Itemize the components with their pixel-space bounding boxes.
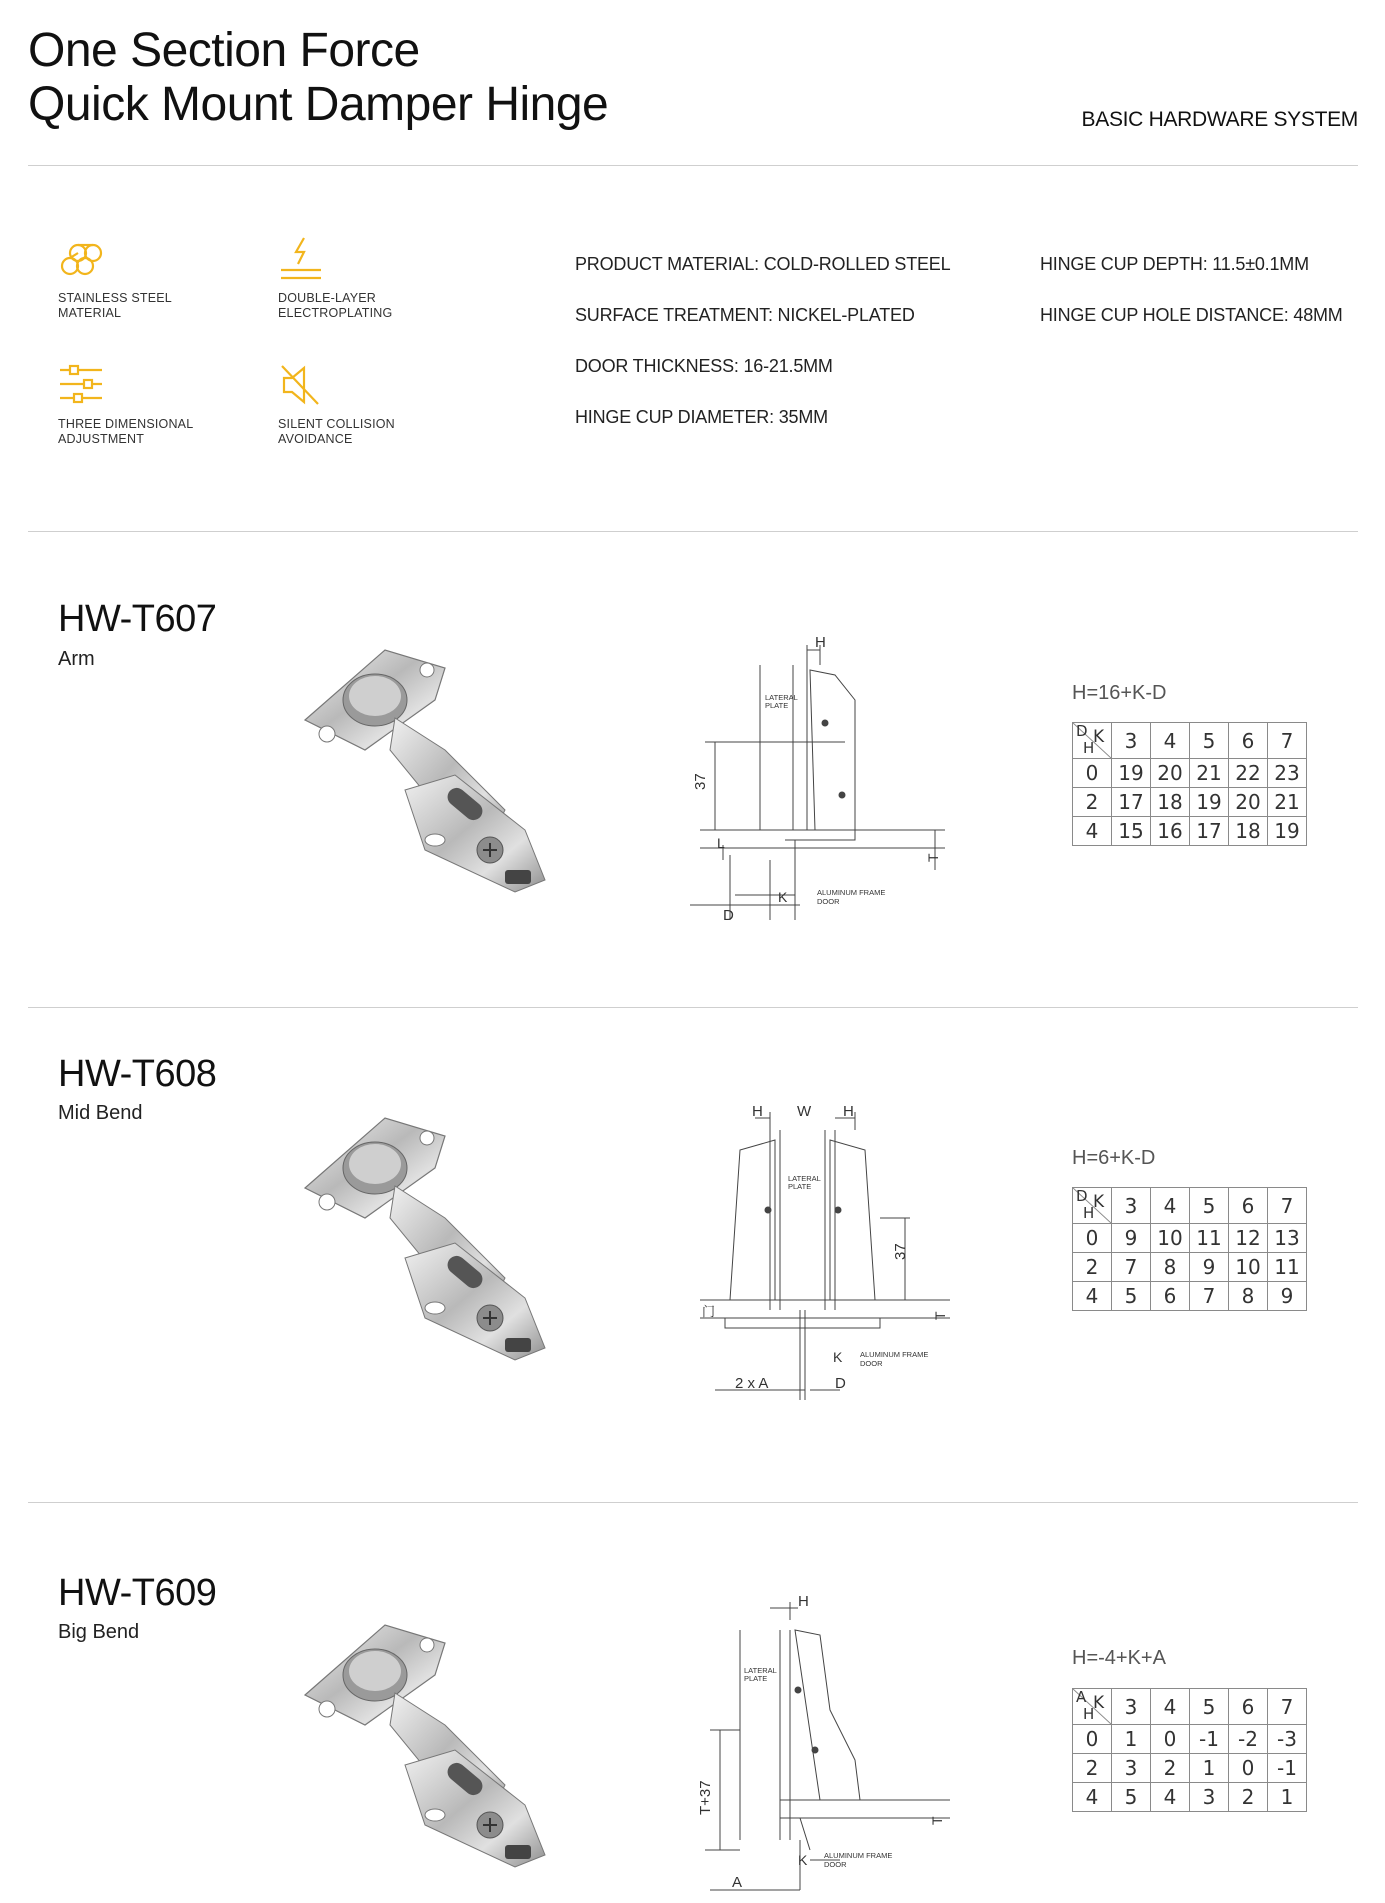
dim-label-t: T (925, 853, 941, 862)
title-line-1: One Section Force (28, 24, 420, 77)
table-row (1073, 1253, 1307, 1282)
table-cell: 16 (1151, 817, 1190, 846)
k-header: 3 (1112, 1188, 1151, 1224)
dim-label-h: H (843, 1103, 854, 1120)
h-value: 2 (1073, 1253, 1112, 1282)
table-row (1073, 1282, 1307, 1311)
dim-label-2a: 2 x A (735, 1375, 769, 1392)
table-corner-cell (1073, 723, 1112, 759)
table-cell: 17 (1112, 788, 1151, 817)
table-cell: 12 (1229, 1224, 1268, 1253)
k-header: 4 (1151, 723, 1190, 759)
model-type: Arm (58, 648, 95, 670)
diagram-door-label: DOOR (860, 1359, 883, 1368)
table-cell: 2 (1229, 1783, 1268, 1812)
table-cell: 6 (1151, 1282, 1190, 1311)
formula: H=-4+K+A (1072, 1647, 1166, 1669)
table-cell: 10 (1229, 1253, 1268, 1282)
k-header: 6 (1229, 1689, 1268, 1725)
electroplating-icon (278, 236, 324, 282)
adjustment-table (1072, 1688, 1307, 1812)
adjustment-table (1072, 722, 1307, 846)
table-cell: 15 (1112, 817, 1151, 846)
section-divider (28, 1007, 1358, 1008)
h-value: 0 (1073, 1224, 1112, 1253)
table-cell: 4 (1151, 1783, 1190, 1812)
table-cell: 19 (1268, 817, 1307, 846)
spec-cup-depth: HINGE CUP DEPTH: 11.5±0.1MM (1040, 254, 1309, 274)
installation-diagram (680, 1100, 970, 1410)
dim-label-t: T (932, 1311, 948, 1320)
model-type: Big Bend (58, 1621, 140, 1643)
table-cell: 22 (1229, 759, 1268, 788)
k-header: 6 (1229, 1188, 1268, 1224)
table-cell: -1 (1268, 1754, 1307, 1783)
diagram-door-label: DOOR (824, 1860, 847, 1869)
diagram-plate-label: PLATE (744, 1674, 768, 1683)
diagram-plate-label: PLATE (765, 701, 789, 710)
h-value: 0 (1073, 1725, 1112, 1754)
dim-label-t37: T+37 (697, 1780, 714, 1815)
h-value: 4 (1073, 1282, 1112, 1311)
diagram-lateral-label: LATERAL (765, 693, 798, 702)
table-cell: 13 (1268, 1224, 1307, 1253)
table-cell: 19 (1190, 788, 1229, 817)
spec-material: PRODUCT MATERIAL: COLD-ROLLED STEEL (575, 254, 951, 274)
model-name: HW-T609 (58, 1572, 217, 1614)
dim-label-h: H (752, 1103, 763, 1120)
dim-label-t: T (929, 1816, 945, 1825)
diagram-frame-label: ALUMINUM FRAME (860, 1350, 929, 1359)
table-row (1073, 788, 1307, 817)
feature-label-line: THREE DIMENSIONAL (58, 417, 194, 431)
dim-label-l: L (717, 835, 725, 851)
table-cell: 21 (1190, 759, 1229, 788)
silent-muted-icon (278, 362, 324, 408)
feature-label-line: AVOIDANCE (278, 432, 353, 446)
table-cell: 0 (1229, 1754, 1268, 1783)
h-value: 4 (1073, 1783, 1112, 1812)
table-row (1073, 1783, 1307, 1812)
feature-label-line: DOUBLE-LAYER (278, 291, 377, 305)
formula: H=16+K-D (1072, 682, 1167, 704)
table-cell: 3 (1112, 1754, 1151, 1783)
spec-hole-distance: HINGE CUP HOLE DISTANCE: 48MM (1040, 305, 1343, 325)
feature-label-line: SILENT COLLISION (278, 417, 395, 431)
feature-label-line: STAINLESS STEEL (58, 291, 172, 305)
k-header: 5 (1190, 723, 1229, 759)
table-cell: 5 (1112, 1783, 1151, 1812)
k-header: 6 (1229, 723, 1268, 759)
table-cell: 9 (1112, 1224, 1151, 1253)
table-cell: 7 (1190, 1282, 1229, 1311)
installation-diagram (675, 630, 955, 930)
table-cell: 2 (1151, 1754, 1190, 1783)
table-cell: 8 (1151, 1253, 1190, 1282)
h-value: 2 (1073, 1754, 1112, 1783)
table-cell: 5 (1112, 1282, 1151, 1311)
feature-electroplating (278, 236, 392, 321)
k-header: 7 (1268, 1188, 1307, 1224)
corner-right: K (1093, 727, 1105, 747)
table-row (1073, 759, 1307, 788)
page-title (28, 24, 608, 132)
diagram-frame-label: ALUMINUM FRAME (817, 888, 886, 897)
feature-silent (278, 362, 395, 447)
table-row (1073, 817, 1307, 846)
section-divider (28, 531, 1358, 532)
corner-top: A (1076, 1688, 1087, 1706)
table-row (1073, 1725, 1307, 1754)
table-cell: 1 (1112, 1725, 1151, 1754)
table-cell: 20 (1229, 788, 1268, 817)
k-header: 5 (1190, 1188, 1229, 1224)
table-cell: 1 (1268, 1783, 1307, 1812)
table-cell: 17 (1190, 817, 1229, 846)
table-cell: 0 (1151, 1725, 1190, 1754)
table-cell: 11 (1268, 1253, 1307, 1282)
table-row (1073, 1224, 1307, 1253)
dim-label-h: H (798, 1593, 809, 1610)
brand-tagline: BASIC HARDWARE SYSTEM (1081, 108, 1358, 131)
h-value: 2 (1073, 788, 1112, 817)
model-name: HW-T608 (58, 1053, 217, 1095)
section-divider (28, 1502, 1358, 1503)
table-cell: 10 (1151, 1224, 1190, 1253)
hinge-product-image (295, 1615, 585, 1875)
feature-stainless-steel (58, 236, 172, 321)
table-cell: 11 (1190, 1224, 1229, 1253)
dim-label-a: A (732, 1874, 743, 1891)
dim-label-door: 门 (702, 1304, 716, 1319)
dim-label-k: K (778, 889, 788, 905)
corner-right: K (1093, 1693, 1105, 1713)
table-cell: -3 (1268, 1725, 1307, 1754)
dim-label-37: 37 (892, 1243, 909, 1260)
k-header: 4 (1151, 1188, 1190, 1224)
h-value: 4 (1073, 817, 1112, 846)
diagram-plate-label: PLATE (788, 1182, 812, 1191)
table-cell: 18 (1151, 788, 1190, 817)
model-name: HW-T607 (58, 598, 217, 640)
k-header: 3 (1112, 723, 1151, 759)
dim-label-37: 37 (692, 773, 709, 790)
diagram-lateral-label: LATERAL (788, 1174, 821, 1183)
corner-bottom: H (1083, 1204, 1095, 1222)
corner-top: D (1076, 1187, 1088, 1205)
spec-door-thickness: DOOR THICKNESS: 16-21.5MM (575, 356, 833, 376)
k-header: 5 (1190, 1689, 1229, 1725)
k-header: 7 (1268, 1689, 1307, 1725)
table-cell: 18 (1229, 817, 1268, 846)
hinge-product-image (295, 1108, 585, 1368)
spec-cup-diameter: HINGE CUP DIAMETER: 35MM (575, 407, 828, 427)
table-cell: 20 (1151, 759, 1190, 788)
table-cell: 1 (1190, 1754, 1229, 1783)
title-line-2: Quick Mount Damper Hinge (28, 78, 609, 131)
adjustment-sliders-icon (58, 362, 104, 408)
table-corner-cell (1073, 1188, 1112, 1224)
dim-label-d: D (723, 907, 734, 924)
diagram-lateral-label: LATERAL (744, 1666, 777, 1675)
k-header: 4 (1151, 1689, 1190, 1725)
h-value: 0 (1073, 759, 1112, 788)
table-cell: 7 (1112, 1253, 1151, 1282)
table-cell: 19 (1112, 759, 1151, 788)
k-header: 3 (1112, 1689, 1151, 1725)
feature-label-line: MATERIAL (58, 306, 122, 320)
installation-diagram (680, 1590, 960, 1895)
diagram-door-label: DOOR (817, 897, 840, 906)
adjustment-table (1072, 1187, 1307, 1311)
corner-right: K (1093, 1192, 1105, 1212)
table-cell: 23 (1268, 759, 1307, 788)
spec-surface: SURFACE TREATMENT: NICKEL-PLATED (575, 305, 915, 325)
table-cell: 9 (1190, 1253, 1229, 1282)
k-header: 7 (1268, 723, 1307, 759)
dim-label-h: H (815, 634, 826, 651)
feature-adjustment (58, 362, 193, 447)
table-cell: -1 (1190, 1725, 1229, 1754)
corner-top: D (1076, 722, 1088, 740)
corner-bottom: H (1083, 1705, 1095, 1723)
hinge-product-image (295, 640, 585, 900)
table-cell: 9 (1268, 1282, 1307, 1311)
steel-bars-icon (58, 236, 104, 282)
table-cell: 8 (1229, 1282, 1268, 1311)
table-cell: 21 (1268, 788, 1307, 817)
model-type: Mid Bend (58, 1102, 143, 1124)
dim-label-d: D (835, 1375, 846, 1392)
table-row (1073, 1754, 1307, 1783)
diagram-frame-label: ALUMINUM FRAME (824, 1851, 893, 1860)
table-cell: 3 (1190, 1783, 1229, 1812)
table-corner-cell (1073, 1689, 1112, 1725)
dim-label-w: W (797, 1103, 812, 1120)
header-divider (28, 165, 1358, 166)
dim-label-k: K (798, 1852, 808, 1868)
feature-label-line: ELECTROPLATING (278, 306, 393, 320)
formula: H=6+K-D (1072, 1147, 1156, 1169)
dim-label-k: K (833, 1349, 843, 1365)
table-cell: -2 (1229, 1725, 1268, 1754)
feature-label-line: ADJUSTMENT (58, 432, 145, 446)
corner-bottom: H (1083, 739, 1095, 757)
